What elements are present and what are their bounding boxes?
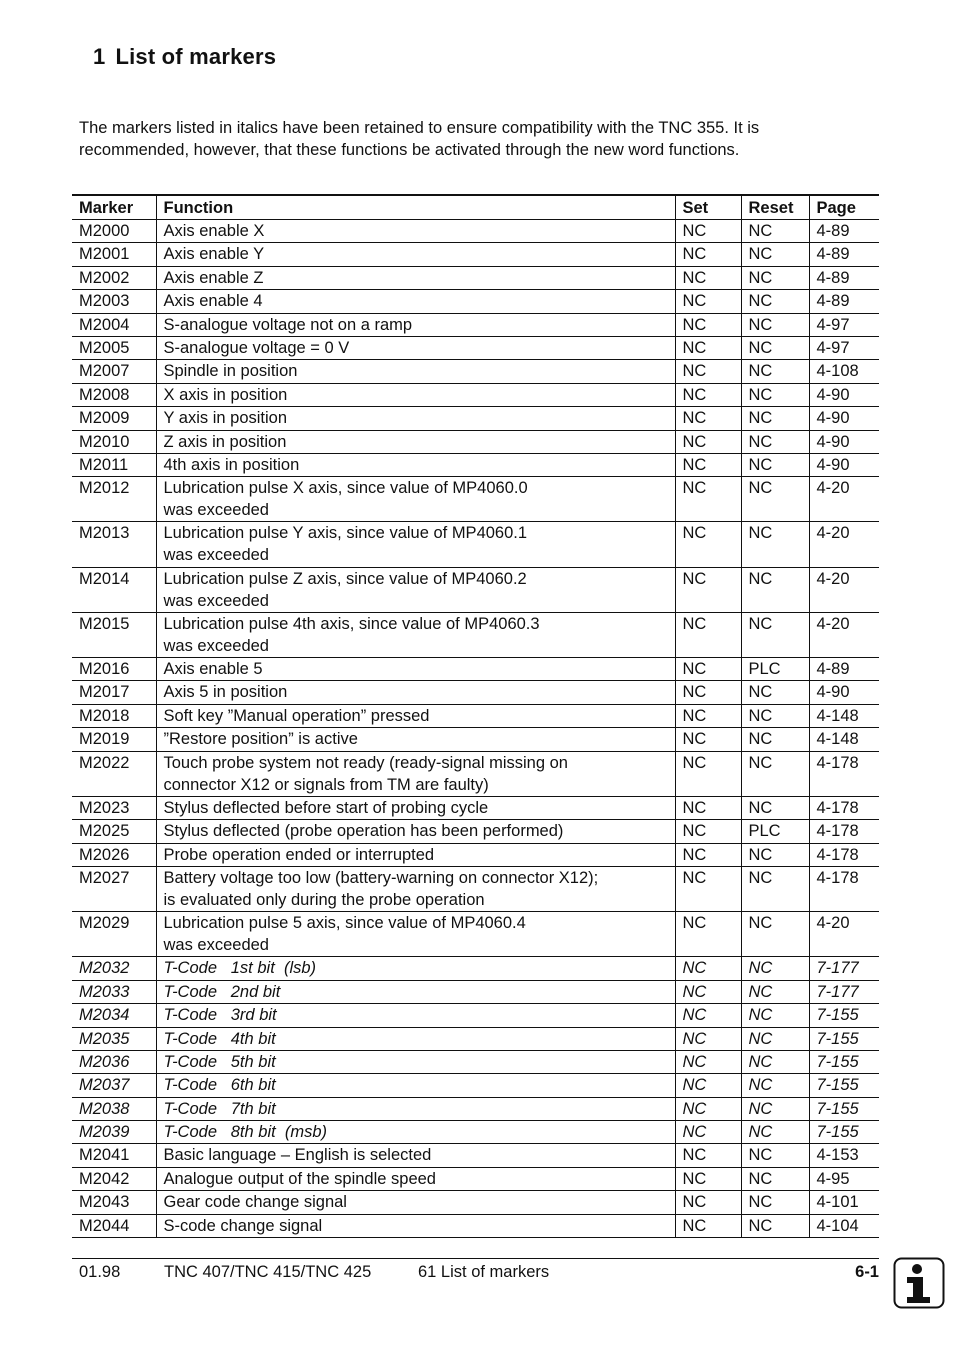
cell-marker: M2043 (72, 1191, 156, 1214)
table-row (72, 866, 879, 911)
cell-set: NC (675, 243, 741, 266)
cell-set: NC (675, 1050, 741, 1073)
cell-set: NC (675, 266, 741, 289)
cell-reset: NC (741, 980, 809, 1003)
cell-reset: NC (741, 704, 809, 727)
table-row (72, 1214, 879, 1237)
table-row (72, 751, 879, 796)
cell-page: 4-178 (809, 843, 879, 866)
table-row (72, 1074, 879, 1097)
cell-marker: M2019 (72, 728, 156, 751)
cell-reset: NC (741, 1214, 809, 1237)
cell-page: 4-90 (809, 430, 879, 453)
cell-marker: M2025 (72, 820, 156, 843)
cell-reset: NC (741, 1144, 809, 1167)
cell-marker: M2008 (72, 383, 156, 406)
cell-page: 4-97 (809, 313, 879, 336)
cell-function: S-analogue voltage not on a ramp (156, 313, 675, 336)
cell-marker: M2013 (72, 522, 156, 567)
footer-date: 01.98 (79, 1263, 121, 1281)
cell-set: NC (675, 704, 741, 727)
cell-page: 4-178 (809, 820, 879, 843)
cell-page: 4-90 (809, 383, 879, 406)
cell-function: Lubrication pulse 5 axis, since value of MP4060.4 was exceeded (156, 912, 675, 957)
cell-reset: NC (741, 383, 809, 406)
cell-set: NC (675, 290, 741, 313)
cell-page: 4-90 (809, 681, 879, 704)
table-row (72, 360, 879, 383)
cell-marker: M2001 (72, 243, 156, 266)
cell-set: NC (675, 658, 741, 681)
table-row (72, 957, 879, 980)
cell-function: Gear code change signal (156, 1191, 675, 1214)
cell-function: Stylus deflected (probe operation has been performed) (156, 820, 675, 843)
col-header-set: Set (675, 195, 741, 220)
cell-function: Z axis in position (156, 430, 675, 453)
cell-function: T-Code 1st bit (lsb) (156, 957, 675, 980)
cell-reset: NC (741, 843, 809, 866)
cell-reset: NC (741, 957, 809, 980)
cell-marker: M2018 (72, 704, 156, 727)
cell-set: NC (675, 1097, 741, 1120)
cell-marker: M2004 (72, 313, 156, 336)
footer-model: TNC 407/TNC 415/TNC 425 (164, 1263, 372, 1281)
cell-page: 4-178 (809, 866, 879, 911)
table-body (72, 220, 879, 1238)
table-row (72, 1121, 879, 1144)
cell-marker: M2034 (72, 1004, 156, 1027)
cell-function: Stylus deflected before start of probing cycle (156, 796, 675, 819)
table-row (72, 612, 879, 657)
cell-page: 4-97 (809, 336, 879, 359)
table-row (72, 243, 879, 266)
cell-set: NC (675, 612, 741, 657)
cell-function: Axis 5 in position (156, 681, 675, 704)
cell-set: NC (675, 220, 741, 243)
cell-reset: NC (741, 612, 809, 657)
cell-set: NC (675, 843, 741, 866)
cell-function: Probe operation ended or interrupted (156, 843, 675, 866)
cell-reset: NC (741, 567, 809, 612)
cell-reset: NC (741, 796, 809, 819)
cell-function: T-Code 2nd bit (156, 980, 675, 1003)
table-row (72, 1027, 879, 1050)
cell-page: 4-178 (809, 751, 879, 796)
cell-set: NC (675, 681, 741, 704)
col-header-marker: Marker (72, 195, 156, 220)
cell-function: Axis enable 4 (156, 290, 675, 313)
cell-marker: M2007 (72, 360, 156, 383)
cell-marker: M2038 (72, 1097, 156, 1120)
cell-page: 4-148 (809, 704, 879, 727)
table-row (72, 681, 879, 704)
cell-reset: NC (741, 866, 809, 911)
cell-reset: NC (741, 336, 809, 359)
cell-function: Lubrication pulse X axis, since value of MP4060.0 was exceeded (156, 477, 675, 522)
cell-reset: PLC (741, 820, 809, 843)
cell-reset: NC (741, 681, 809, 704)
cell-set: NC (675, 820, 741, 843)
cell-set: NC (675, 567, 741, 612)
cell-reset: NC (741, 220, 809, 243)
table-row (72, 1144, 879, 1167)
cell-page: 4-108 (809, 360, 879, 383)
cell-marker: M2027 (72, 866, 156, 911)
cell-reset: NC (741, 1097, 809, 1120)
cell-page: 4-95 (809, 1167, 879, 1190)
cell-marker: M2039 (72, 1121, 156, 1144)
col-header-page: Page (809, 195, 879, 220)
cell-marker: M2005 (72, 336, 156, 359)
cell-reset: NC (741, 1191, 809, 1214)
cell-page: 4-20 (809, 477, 879, 522)
cell-function: T-Code 8th bit (msb) (156, 1121, 675, 1144)
cell-page: 4-90 (809, 407, 879, 430)
cell-page: 4-153 (809, 1144, 879, 1167)
cell-reset: NC (741, 453, 809, 476)
cell-set: NC (675, 313, 741, 336)
cell-function: Spindle in position (156, 360, 675, 383)
cell-reset: NC (741, 1027, 809, 1050)
page-footer (72, 1258, 879, 1281)
cell-page: 4-89 (809, 220, 879, 243)
cell-marker: M2037 (72, 1074, 156, 1097)
table-row (72, 220, 879, 243)
cell-marker: M2012 (72, 477, 156, 522)
cell-marker: M2016 (72, 658, 156, 681)
cell-function: Touch probe system not ready (ready-signal missing on connector X12 or signals from TM are faulty) (156, 751, 675, 796)
cell-function: Lubrication pulse 4th axis, since value of MP4060.3 was exceeded (156, 612, 675, 657)
table-row (72, 728, 879, 751)
cell-function: T-Code 5th bit (156, 1050, 675, 1073)
cell-set: NC (675, 796, 741, 819)
footer-page-number: 6-1 (855, 1263, 879, 1281)
cell-marker: M2032 (72, 957, 156, 980)
cell-set: NC (675, 866, 741, 911)
cell-page: 4-20 (809, 567, 879, 612)
cell-reset: NC (741, 430, 809, 453)
cell-page: 4-148 (809, 728, 879, 751)
table-row (72, 1191, 879, 1214)
table-row (72, 290, 879, 313)
cell-set: NC (675, 1121, 741, 1144)
table-row (72, 912, 879, 957)
cell-function: T-Code 3rd bit (156, 1004, 675, 1027)
cell-page: 4-20 (809, 522, 879, 567)
cell-set: NC (675, 1027, 741, 1050)
cell-set: NC (675, 336, 741, 359)
cell-function: Axis enable X (156, 220, 675, 243)
table-row (72, 567, 879, 612)
cell-page: 4-90 (809, 453, 879, 476)
cell-set: NC (675, 751, 741, 796)
cell-set: NC (675, 912, 741, 957)
cell-page: 7-155 (809, 1121, 879, 1144)
table-row (72, 796, 879, 819)
cell-reset: NC (741, 243, 809, 266)
cell-set: NC (675, 1144, 741, 1167)
table-row (72, 820, 879, 843)
cell-marker: M2002 (72, 266, 156, 289)
cell-page: 7-155 (809, 1004, 879, 1027)
cell-marker: M2015 (72, 612, 156, 657)
cell-marker: M2042 (72, 1167, 156, 1190)
cell-marker: M2041 (72, 1144, 156, 1167)
cell-page: 7-155 (809, 1074, 879, 1097)
cell-set: NC (675, 360, 741, 383)
cell-reset: NC (741, 290, 809, 313)
cell-function: 4th axis in position (156, 453, 675, 476)
table-row (72, 1050, 879, 1073)
cell-set: NC (675, 957, 741, 980)
cell-set: NC (675, 477, 741, 522)
cell-set: NC (675, 1167, 741, 1190)
cell-page: 4-89 (809, 658, 879, 681)
table-row (72, 336, 879, 359)
cell-function: X axis in position (156, 383, 675, 406)
cell-function: S-code change signal (156, 1214, 675, 1237)
cell-marker: M2010 (72, 430, 156, 453)
cell-page: 4-20 (809, 912, 879, 957)
cell-reset: NC (741, 1121, 809, 1144)
cell-set: NC (675, 1214, 741, 1237)
cell-marker: M2035 (72, 1027, 156, 1050)
intro-paragraph: The markers listed in italics have been retained to ensure compatibility with the TNC 355. It is recommended, however, that these functions be activated through the new word functions. (79, 119, 760, 159)
col-header-function: Function (156, 195, 675, 220)
cell-set: NC (675, 1004, 741, 1027)
cell-page: 4-89 (809, 266, 879, 289)
title-text: List of markers (115, 44, 277, 69)
table-header-row (72, 195, 879, 220)
cell-function: Axis enable Z (156, 266, 675, 289)
table-row (72, 477, 879, 522)
cell-function: Soft key ”Manual operation” pressed (156, 704, 675, 727)
cell-set: NC (675, 522, 741, 567)
cell-page: 4-178 (809, 796, 879, 819)
cell-function: S-analogue voltage = 0 V (156, 336, 675, 359)
table-row (72, 704, 879, 727)
cell-function: Axis enable Y (156, 243, 675, 266)
cell-reset: NC (741, 360, 809, 383)
cell-function: T-Code 4th bit (156, 1027, 675, 1050)
cell-page: 4-89 (809, 290, 879, 313)
cell-reset: PLC (741, 658, 809, 681)
cell-reset: NC (741, 1167, 809, 1190)
table-row (72, 430, 879, 453)
cell-reset: NC (741, 407, 809, 430)
cell-function: Battery voltage too low (battery-warning on connector X12); is evaluated only during the probe operation (156, 866, 675, 911)
cell-set: NC (675, 728, 741, 751)
cell-marker: M2017 (72, 681, 156, 704)
table-row (72, 1167, 879, 1190)
table-row (72, 658, 879, 681)
cell-marker: M2009 (72, 407, 156, 430)
cell-function: Analogue output of the spindle speed (156, 1167, 675, 1190)
cell-function: T-Code 6th bit (156, 1074, 675, 1097)
cell-marker: M2022 (72, 751, 156, 796)
cell-reset: NC (741, 751, 809, 796)
cell-set: NC (675, 430, 741, 453)
cell-reset: NC (741, 912, 809, 957)
cell-reset: NC (741, 1074, 809, 1097)
cell-set: NC (675, 383, 741, 406)
cell-reset: NC (741, 313, 809, 336)
cell-function: Axis enable 5 (156, 658, 675, 681)
page-title (93, 44, 276, 70)
cell-page: 7-155 (809, 1050, 879, 1073)
cell-function: Y axis in position (156, 407, 675, 430)
cell-reset: NC (741, 1004, 809, 1027)
section-number: 1 (93, 44, 106, 69)
cell-marker: M2000 (72, 220, 156, 243)
cell-set: NC (675, 980, 741, 1003)
cell-function: Basic language – English is selected (156, 1144, 675, 1167)
cell-marker: M2011 (72, 453, 156, 476)
cell-page: 4-89 (809, 243, 879, 266)
markers-table (72, 194, 879, 1238)
info-icon (893, 1257, 945, 1309)
cell-page: 7-155 (809, 1097, 879, 1120)
table-row (72, 313, 879, 336)
table-row (72, 407, 879, 430)
cell-page: 4-20 (809, 612, 879, 657)
cell-page: 7-177 (809, 980, 879, 1003)
cell-reset: NC (741, 1050, 809, 1073)
cell-marker: M2014 (72, 567, 156, 612)
cell-set: NC (675, 407, 741, 430)
cell-set: NC (675, 453, 741, 476)
table-row (72, 522, 879, 567)
cell-marker: M2003 (72, 290, 156, 313)
table-row (72, 1097, 879, 1120)
footer-section: 61 List of markers (418, 1263, 550, 1281)
table-row (72, 453, 879, 476)
cell-marker: M2033 (72, 980, 156, 1003)
table-row (72, 980, 879, 1003)
cell-page: 4-101 (809, 1191, 879, 1214)
table-row (72, 383, 879, 406)
col-header-reset: Reset (741, 195, 809, 220)
cell-reset: NC (741, 266, 809, 289)
cell-reset: NC (741, 477, 809, 522)
cell-marker: M2036 (72, 1050, 156, 1073)
cell-reset: NC (741, 522, 809, 567)
cell-function: ”Restore position” is active (156, 728, 675, 751)
cell-set: NC (675, 1074, 741, 1097)
cell-page: 4-104 (809, 1214, 879, 1237)
cell-function: T-Code 7th bit (156, 1097, 675, 1120)
table-row (72, 266, 879, 289)
table-row (72, 843, 879, 866)
cell-marker: M2023 (72, 796, 156, 819)
cell-page: 7-177 (809, 957, 879, 980)
cell-function: Lubrication pulse Y axis, since value of MP4060.1 was exceeded (156, 522, 675, 567)
cell-marker: M2044 (72, 1214, 156, 1237)
cell-set: NC (675, 1191, 741, 1214)
cell-reset: NC (741, 728, 809, 751)
cell-page: 7-155 (809, 1027, 879, 1050)
table-row (72, 1004, 879, 1027)
cell-function: Lubrication pulse Z axis, since value of MP4060.2 was exceeded (156, 567, 675, 612)
cell-marker: M2029 (72, 912, 156, 957)
cell-marker: M2026 (72, 843, 156, 866)
